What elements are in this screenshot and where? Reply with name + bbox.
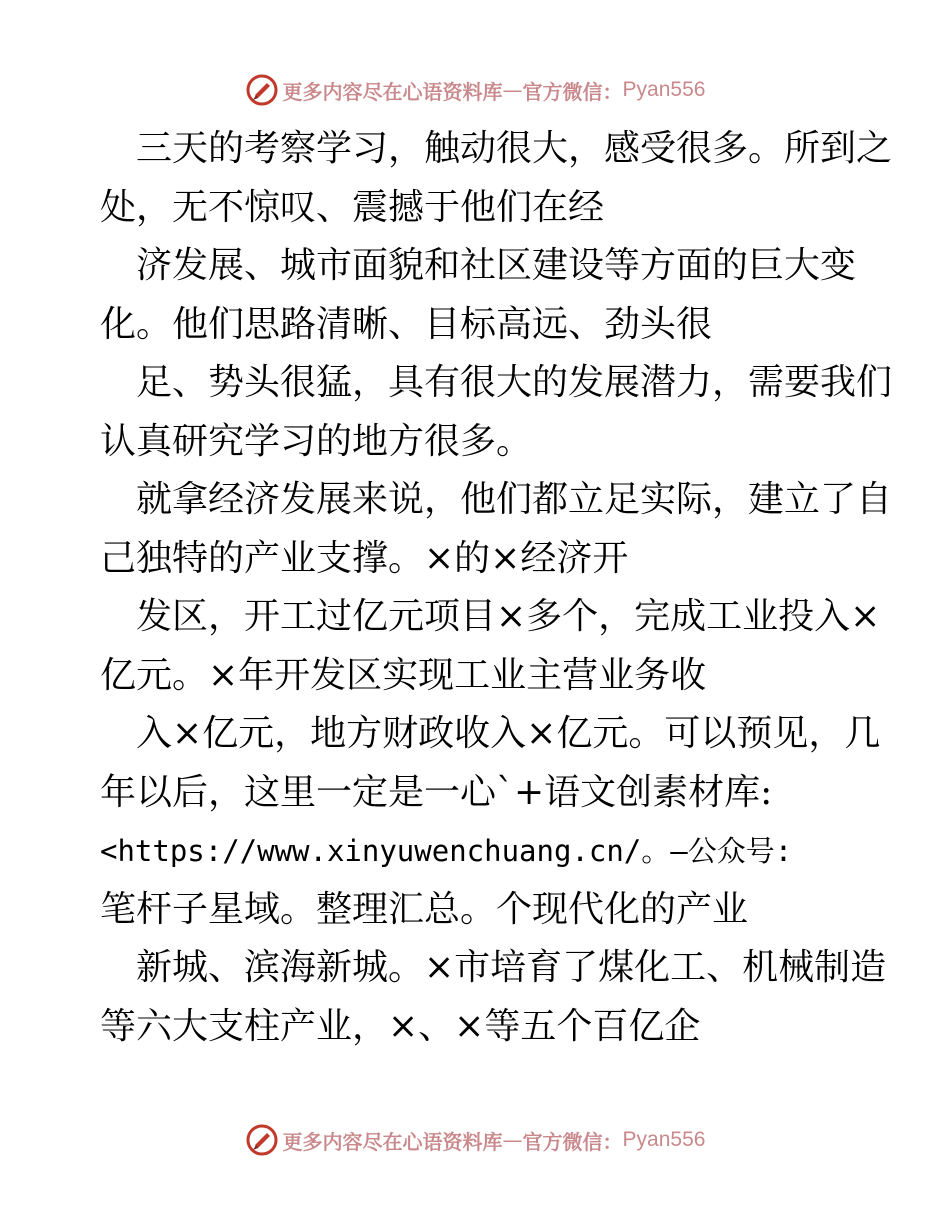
logo-icon — [245, 1123, 279, 1157]
body-line: 年以后，这里一定是一心`+语文创素材库: — [100, 771, 773, 813]
logo-icon — [245, 73, 279, 107]
footer-wechat-id: Pyan556 — [622, 1128, 706, 1151]
footer-wechat-label: 官方微信： — [522, 1129, 623, 1154]
header-wechat-label: 官方微信： — [522, 79, 623, 104]
header-banner — [0, 70, 950, 110]
body-line: 新城、滨海新城。×市培育了煤化工、机械制造 — [136, 947, 887, 988]
header-separator: — — [502, 78, 523, 102]
header-text: 更多内容尽在心语资料库 — [282, 79, 503, 104]
body-line: 己独特的产业支撑。×的×经济开 — [100, 537, 629, 579]
footer-banner — [0, 1120, 950, 1160]
body-line: 等六大支柱产业，×、×等五个百亿企 — [100, 1005, 701, 1047]
body-line: 化。他们思路清晰、目标高远、劲头很 — [100, 303, 713, 345]
header-wechat-id: Pyan556 — [622, 78, 706, 101]
document-body — [100, 120, 893, 1056]
body-line: 笔杆子星域。整理汇总。个现代化的产业 — [100, 888, 749, 930]
footer-separator: — — [502, 1128, 523, 1152]
body-line: 入×亿元，地方财政收入×亿元。可以预见，几 — [136, 713, 881, 754]
body-line: 足、势头很猛，具有很大的发展潜力，需要我们 — [136, 362, 893, 403]
body-line: 三天的考察学习，触动很大，感受很多。所到之 — [136, 128, 893, 169]
body-line: 处，无不惊叹、震撼于他们在经 — [100, 186, 605, 228]
body-line: 发区，开工过亿元项目×多个，完成工业投入× — [136, 596, 881, 637]
footer-text: 更多内容尽在心语资料库 — [282, 1129, 503, 1154]
body-line-url: <https://www.xinyuwenchuang.cn/。—公众号: — [100, 834, 793, 868]
body-line: 济发展、城市面貌和社区建设等方面的巨大变 — [136, 245, 857, 286]
body-line: 认真研究学习的地方很多。 — [100, 420, 533, 462]
body-line: 亿元。×年开发区实现工业主营业务收 — [100, 654, 707, 696]
body-line: 就拿经济发展来说，他们都立足实际，建立了自 — [136, 479, 893, 520]
